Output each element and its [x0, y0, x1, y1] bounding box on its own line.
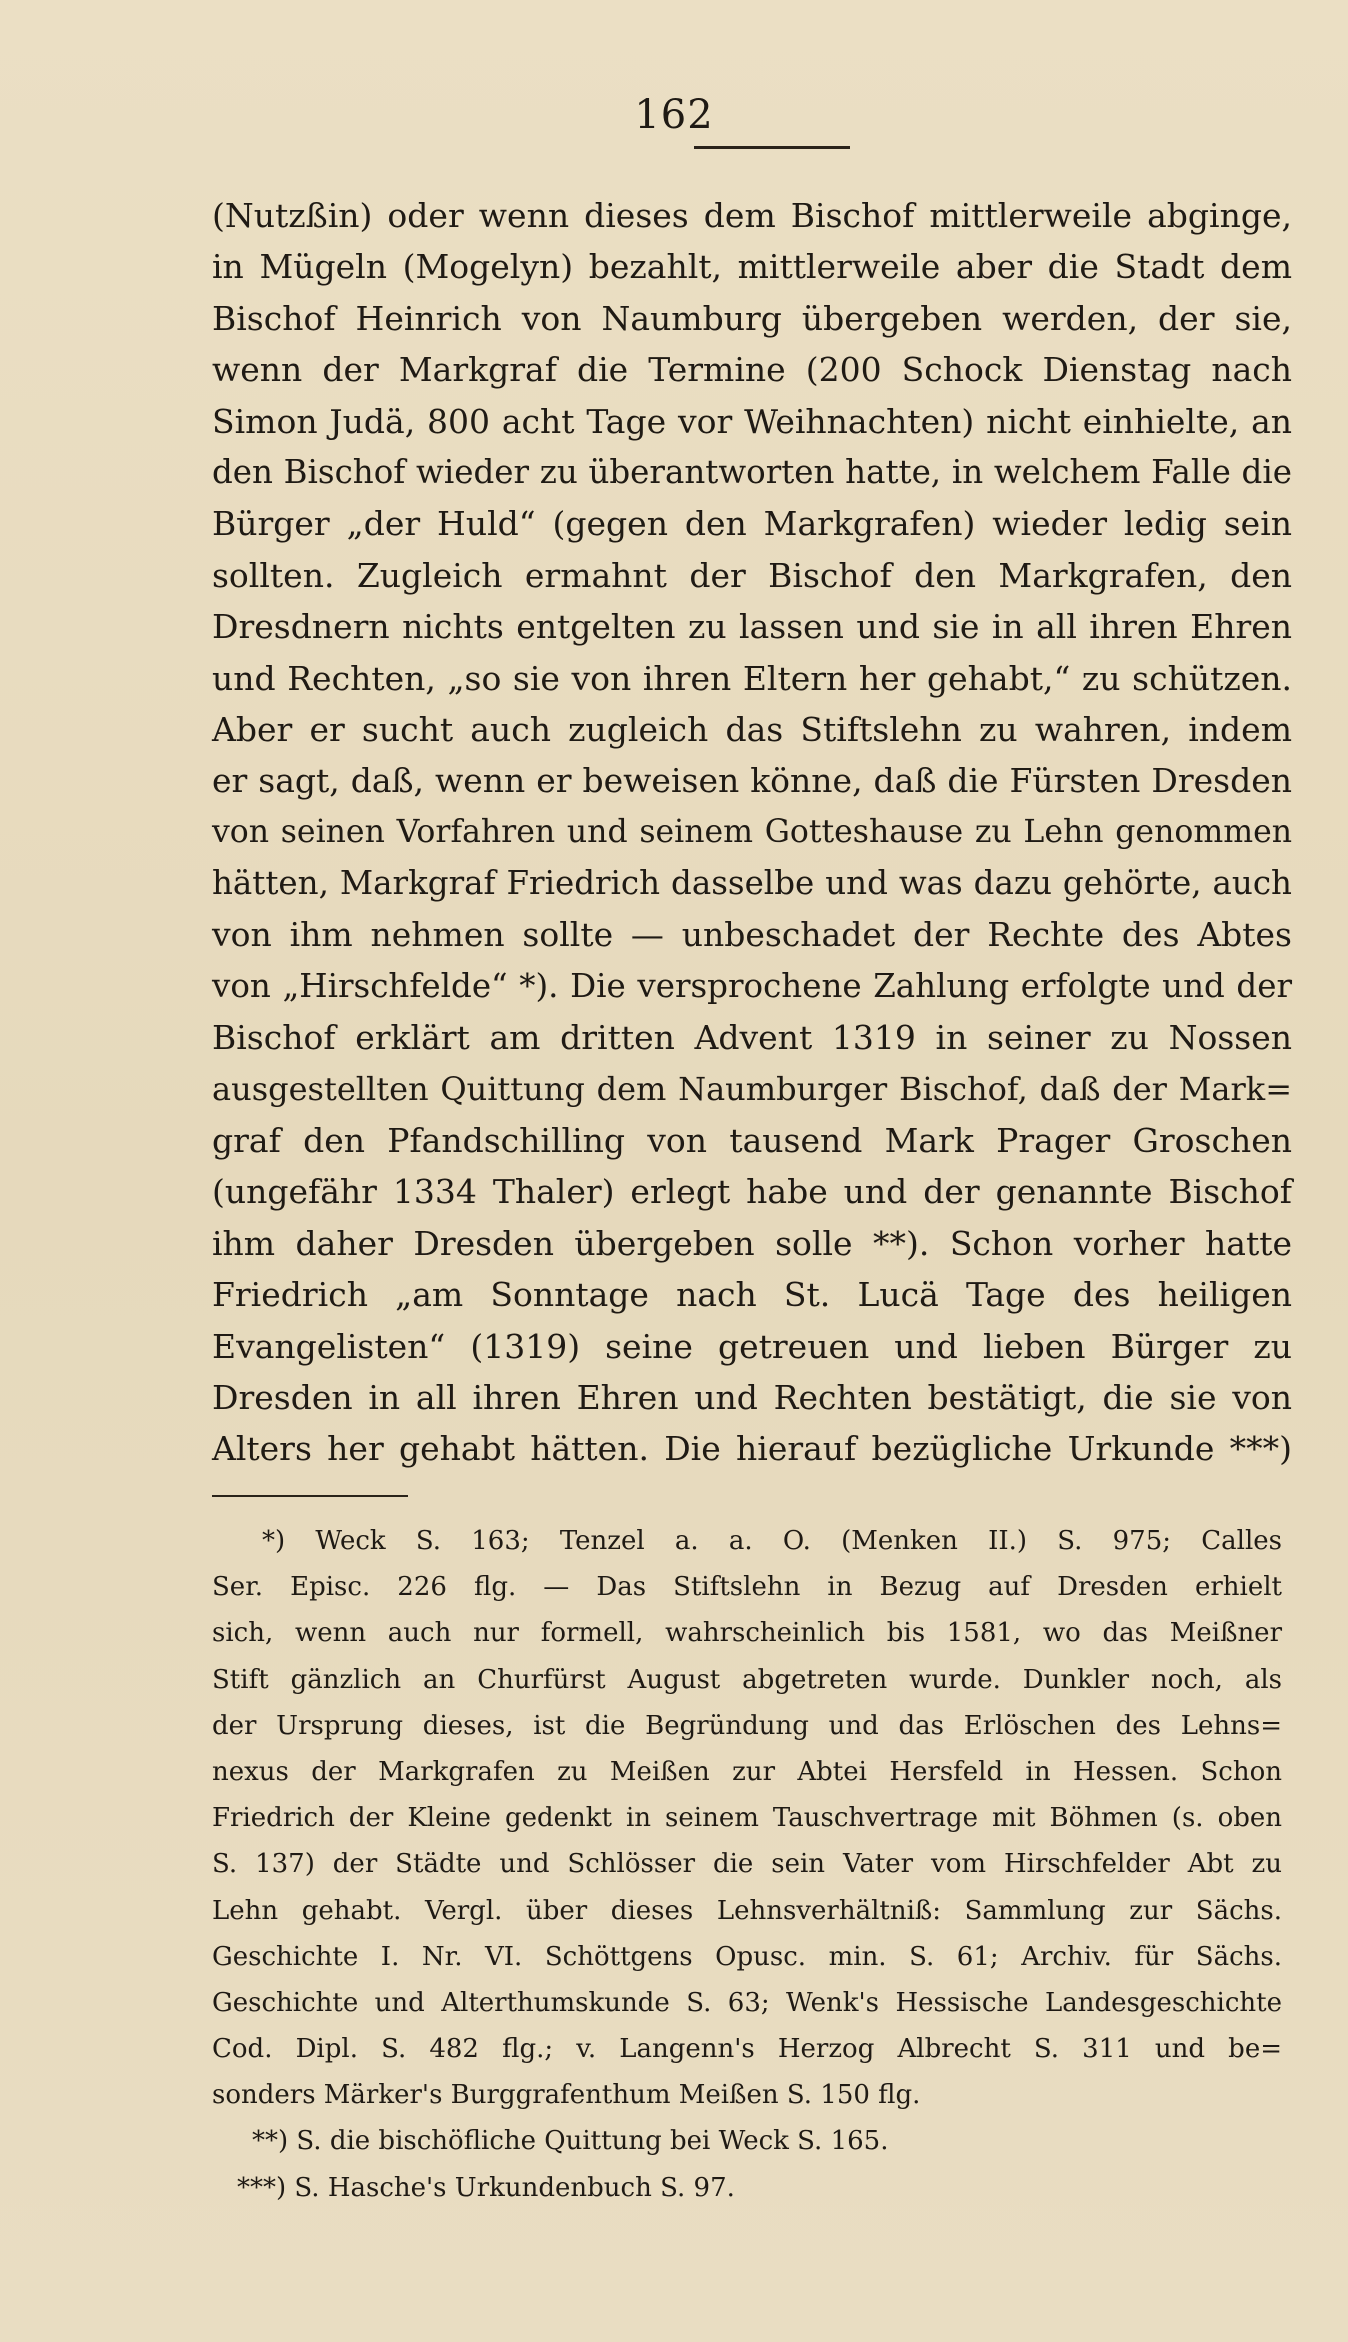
footnote-2: **) S. die bischöfliche Quittung bei Weck S. 165.	[252, 2126, 889, 2157]
footnote-line: Geschichte und Alterthumskunde S. 63; Wenk's Hessische Landesgeschichte	[212, 1987, 1282, 2018]
text-line: den Bischof wieder zu überantworten hatte, in welchem Falle die	[212, 452, 1292, 491]
footnote-line: Ser. Episc. 226 flg. — Das Stiftslehn in Bezug auf Dresden erhielt	[212, 1572, 1282, 1603]
footnote-line: Stift gänzlich an Churfürst August abgetreten wurde. Dunkler noch, als	[212, 1664, 1282, 1695]
text-line: Dresdnern nichts entgelten zu lassen und sie in all ihren Ehren	[212, 607, 1292, 647]
text-line: in Mügeln (Mogelyn) bezahlt, mittlerweile aber die Stadt dem	[212, 247, 1292, 287]
text-line: Bischof Heinrich von Naumburg übergeben werden, der sie,	[212, 298, 1292, 338]
text-line: Dresden in all ihren Ehren und Rechten bestätigt, die sie von	[212, 1377, 1292, 1417]
text-line: Friedrich „am Sonntage nach St. Lucä Tage des heiligen	[212, 1275, 1292, 1315]
footnote-line: Friedrich der Kleine gedenkt in seinem Tauschvertrage mit Böhmen (s. oben	[212, 1803, 1282, 1834]
page-number-underline	[694, 146, 850, 149]
text-line: graf den Pfandschilling von tausend Mark Prager Groschen	[212, 1121, 1292, 1161]
text-line: sollten. Zugleich ermahnt der Bischof den Markgrafen, den	[212, 555, 1292, 595]
footnote-line: Cod. Dipl. S. 482 flg.; v. Langenn's Herzog Albrecht S. 311 und be=	[212, 2034, 1282, 2065]
text-line: Alters her gehabt hätten. Die hierauf bezügliche Urkunde ***)	[212, 1429, 1292, 1469]
page-number: 162	[634, 92, 714, 138]
text-line: hätten, Markgraf Friedrich dasselbe und was dazu gehörte, auch	[212, 864, 1292, 903]
footnote-line: *) Weck S. 163; Tenzel a. a. O. (Menken II.) S. 975; Calles	[262, 1526, 1282, 1556]
footnote-separator	[212, 1495, 408, 1497]
text-line: ihm daher Dresden übergeben solle **). Schon vorher hatte	[212, 1223, 1292, 1263]
footnotes	[212, 1518, 1282, 2211]
footnote-line: Geschichte I. Nr. VI. Schöttgens Opusc. min. S. 61; Archiv. für Sächs.	[212, 1941, 1282, 1972]
text-line: Simon Judä, 800 acht Tage vor Weihnachten) nicht einhielte, an	[212, 401, 1292, 441]
text-line: von „Hirschfelde“ *). Die versprochene Zahlung erfolgte und der	[212, 966, 1292, 1005]
text-line: von ihm nehmen sollte — unbeschadet der Rechte des Abtes	[212, 915, 1292, 955]
main-text	[212, 190, 1292, 1475]
text-line: ausgestellten Quittung dem Naumburger Bischof, daß der Mark=	[212, 1069, 1292, 1108]
text-line: von seinen Vorfahren und seinem Gotteshause zu Lehn genommen	[212, 813, 1292, 850]
footnote-line: nexus der Markgrafen zu Meißen zur Abtei Hersfeld in Hessen. Schon	[212, 1756, 1282, 1787]
footnote-line: der Ursprung dieses, ist die Begründung und das Erlöschen des Lehns=	[212, 1710, 1282, 1741]
text-line: Aber er sucht auch zugleich das Stiftslehn zu wahren, indem	[212, 709, 1292, 749]
footnote-line: sich, wenn auch nur formell, wahrscheinlich bis 1581, wo das Meißner	[212, 1618, 1282, 1649]
text-line: (Nutzßin) oder wenn dieses dem Bischof mittlerweile abginge,	[212, 196, 1292, 235]
footnote-line: Lehn gehabt. Vergl. über dieses Lehnsverhältniß: Sammlung zur Sächs.	[212, 1895, 1282, 1926]
footnote-3: ***) S. Hasche's Urkundenbuch S. 97.	[237, 2172, 735, 2203]
text-line: Bischof erklärt am dritten Advent 1319 in seiner zu Nossen	[212, 1018, 1292, 1058]
text-line: Evangelisten“ (1319) seine getreuen und lieben Bürger zu	[212, 1326, 1292, 1366]
footnote-line: S. 137) der Städte und Schlösser die sein Vater vom Hirschfelder Abt zu	[212, 1849, 1282, 1880]
text-line: Bürger „der Huld“ (gegen den Markgrafen) wieder ledig sein	[212, 504, 1292, 544]
text-line: wenn der Markgraf die Termine (200 Schock Dienstag nach	[212, 350, 1292, 390]
text-line: und Rechten, „so sie von ihren Eltern her gehabt,“ zu schützen.	[212, 658, 1292, 698]
text-line: (ungefähr 1334 Thaler) erlegt habe und der genannte Bischof	[212, 1172, 1292, 1212]
footnote-line: sonders Märker's Burggrafenthum Meißen S. 150 flg.	[212, 2080, 921, 2111]
text-line: er sagt, daß, wenn er beweisen könne, daß die Fürsten Dresden	[212, 761, 1292, 801]
